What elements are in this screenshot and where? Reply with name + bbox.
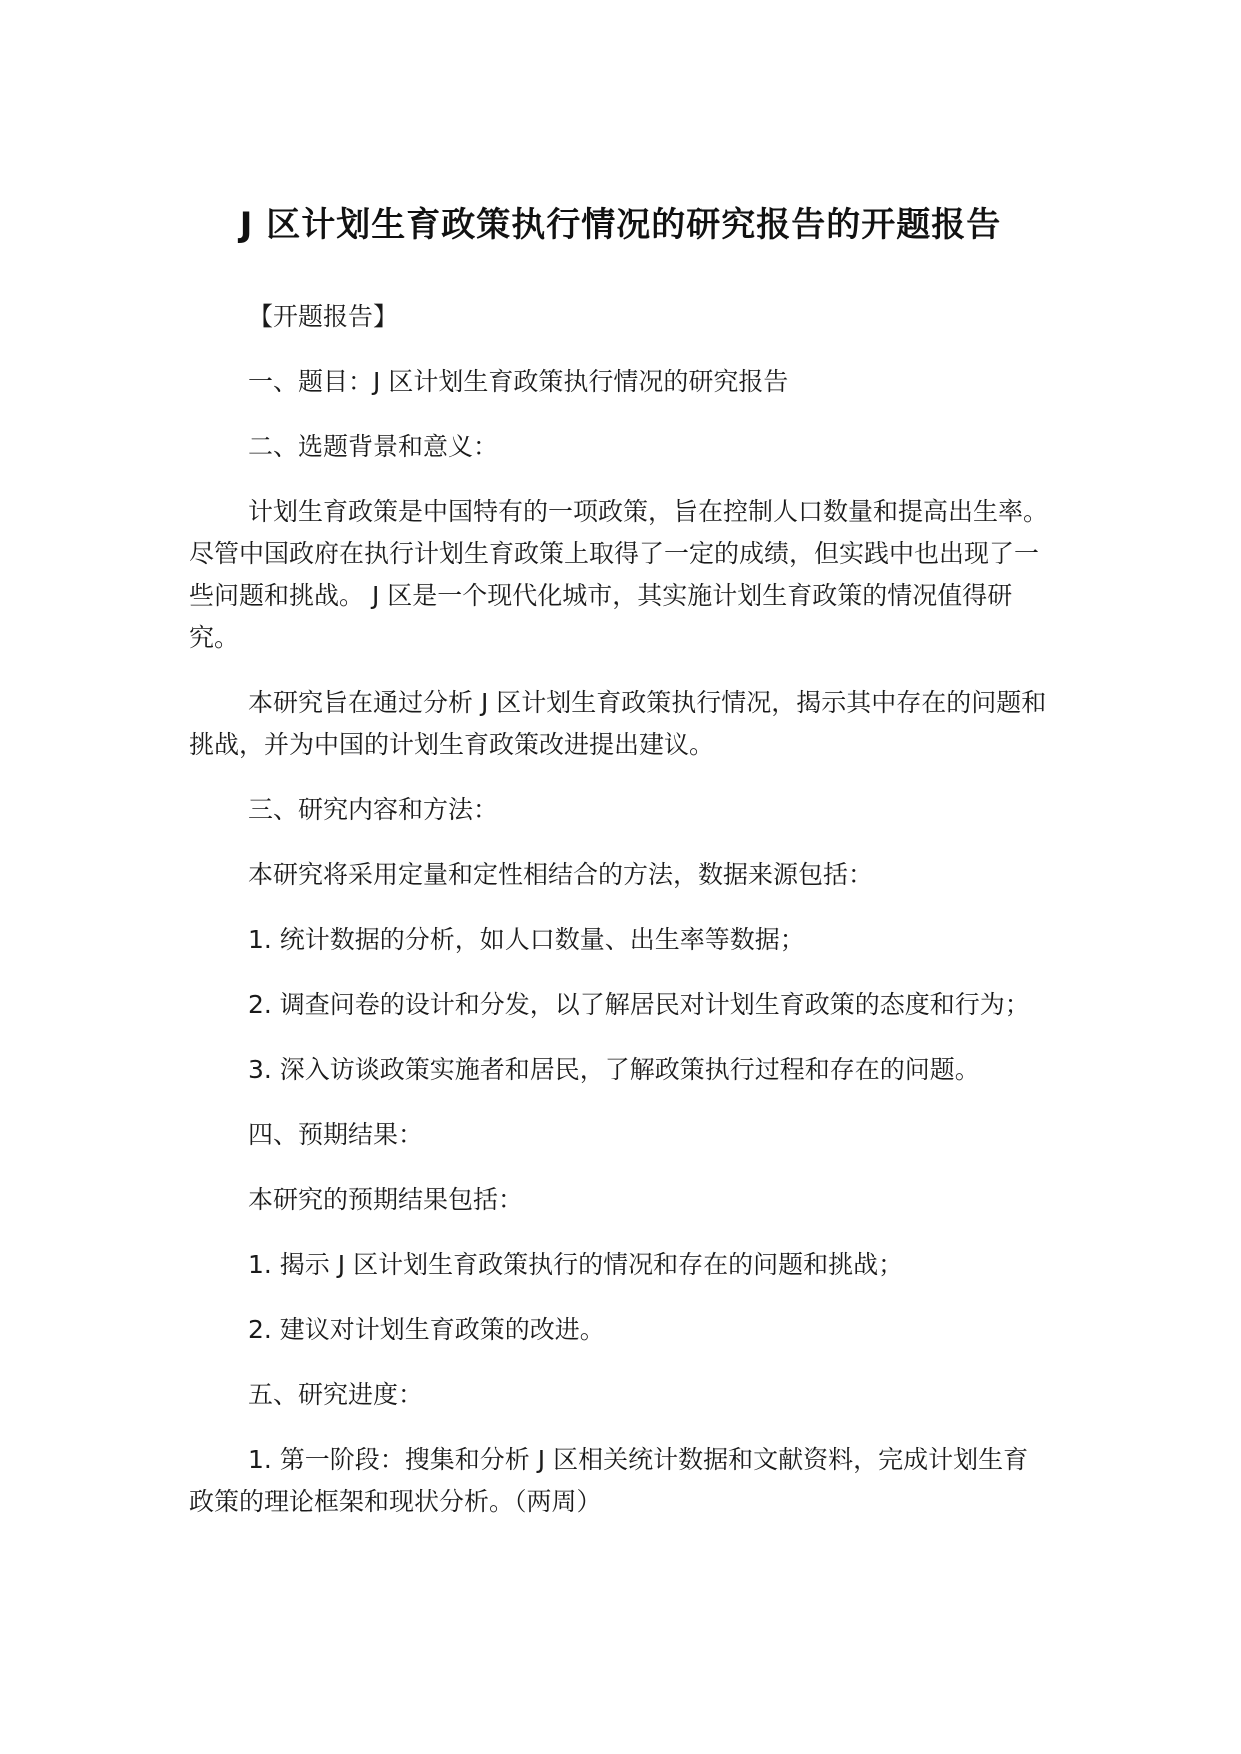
paragraph-background: 计划生育政策是中国特有的一项政策，旨在控制人口数量和提高出生率。尽管中国政府在执行计划生育政策上取得了一定的成绩，但实践中也出现了一些问题和挑战。 J 区是一个现代化城市，其实施计划生育政策的情况值得研究。 [189, 497, 1049, 652]
list-item-method-1: 1. 统计数据的分析，如人口数量、出生率等数据； [248, 925, 805, 954]
document-body [189, 296, 1051, 1546]
paragraph-purpose: 本研究旨在通过分析 J 区计划生育政策执行情况，揭示其中存在的问题和挑战，并为中国的计划生育政策改进提出建议。 [189, 688, 1047, 759]
heading-content-method: 三、研究内容和方法： [248, 795, 499, 824]
heading-expected-results: 四、预期结果： [248, 1120, 424, 1149]
heading-topic: 一、题目：J 区计划生育政策执行情况的研究报告 [248, 367, 789, 396]
paragraph-results-intro: 本研究的预期结果包括： [248, 1185, 524, 1214]
list-item-method-3: 3. 深入访谈政策实施者和居民，了解政策执行过程和存在的问题。 [248, 1055, 980, 1084]
section-label-kaiti: 【开题报告】 [248, 302, 399, 331]
list-item-progress-1: 1. 第一阶段：搜集和分析 J 区相关统计数据和文献资料，完成计划生育政策的理论框架和现状分析。（两周） [189, 1445, 1029, 1516]
paragraph-method-intro: 本研究将采用定量和定性相结合的方法，数据来源包括： [248, 860, 874, 889]
heading-background: 二、选题背景和意义： [248, 432, 499, 461]
document-title: J 区计划生育政策执行情况的研究报告的开题报告 [239, 204, 1002, 245]
list-item-method-2: 2. 调查问卷的设计和分发，以了解居民对计划生育政策的态度和行为； [248, 990, 1030, 1019]
list-item-result-1: 1. 揭示 J 区计划生育政策执行的情况和存在的问题和挑战； [248, 1250, 904, 1279]
heading-progress: 五、研究进度： [248, 1380, 424, 1409]
list-item-result-2: 2. 建议对计划生育政策的改进。 [248, 1315, 605, 1344]
